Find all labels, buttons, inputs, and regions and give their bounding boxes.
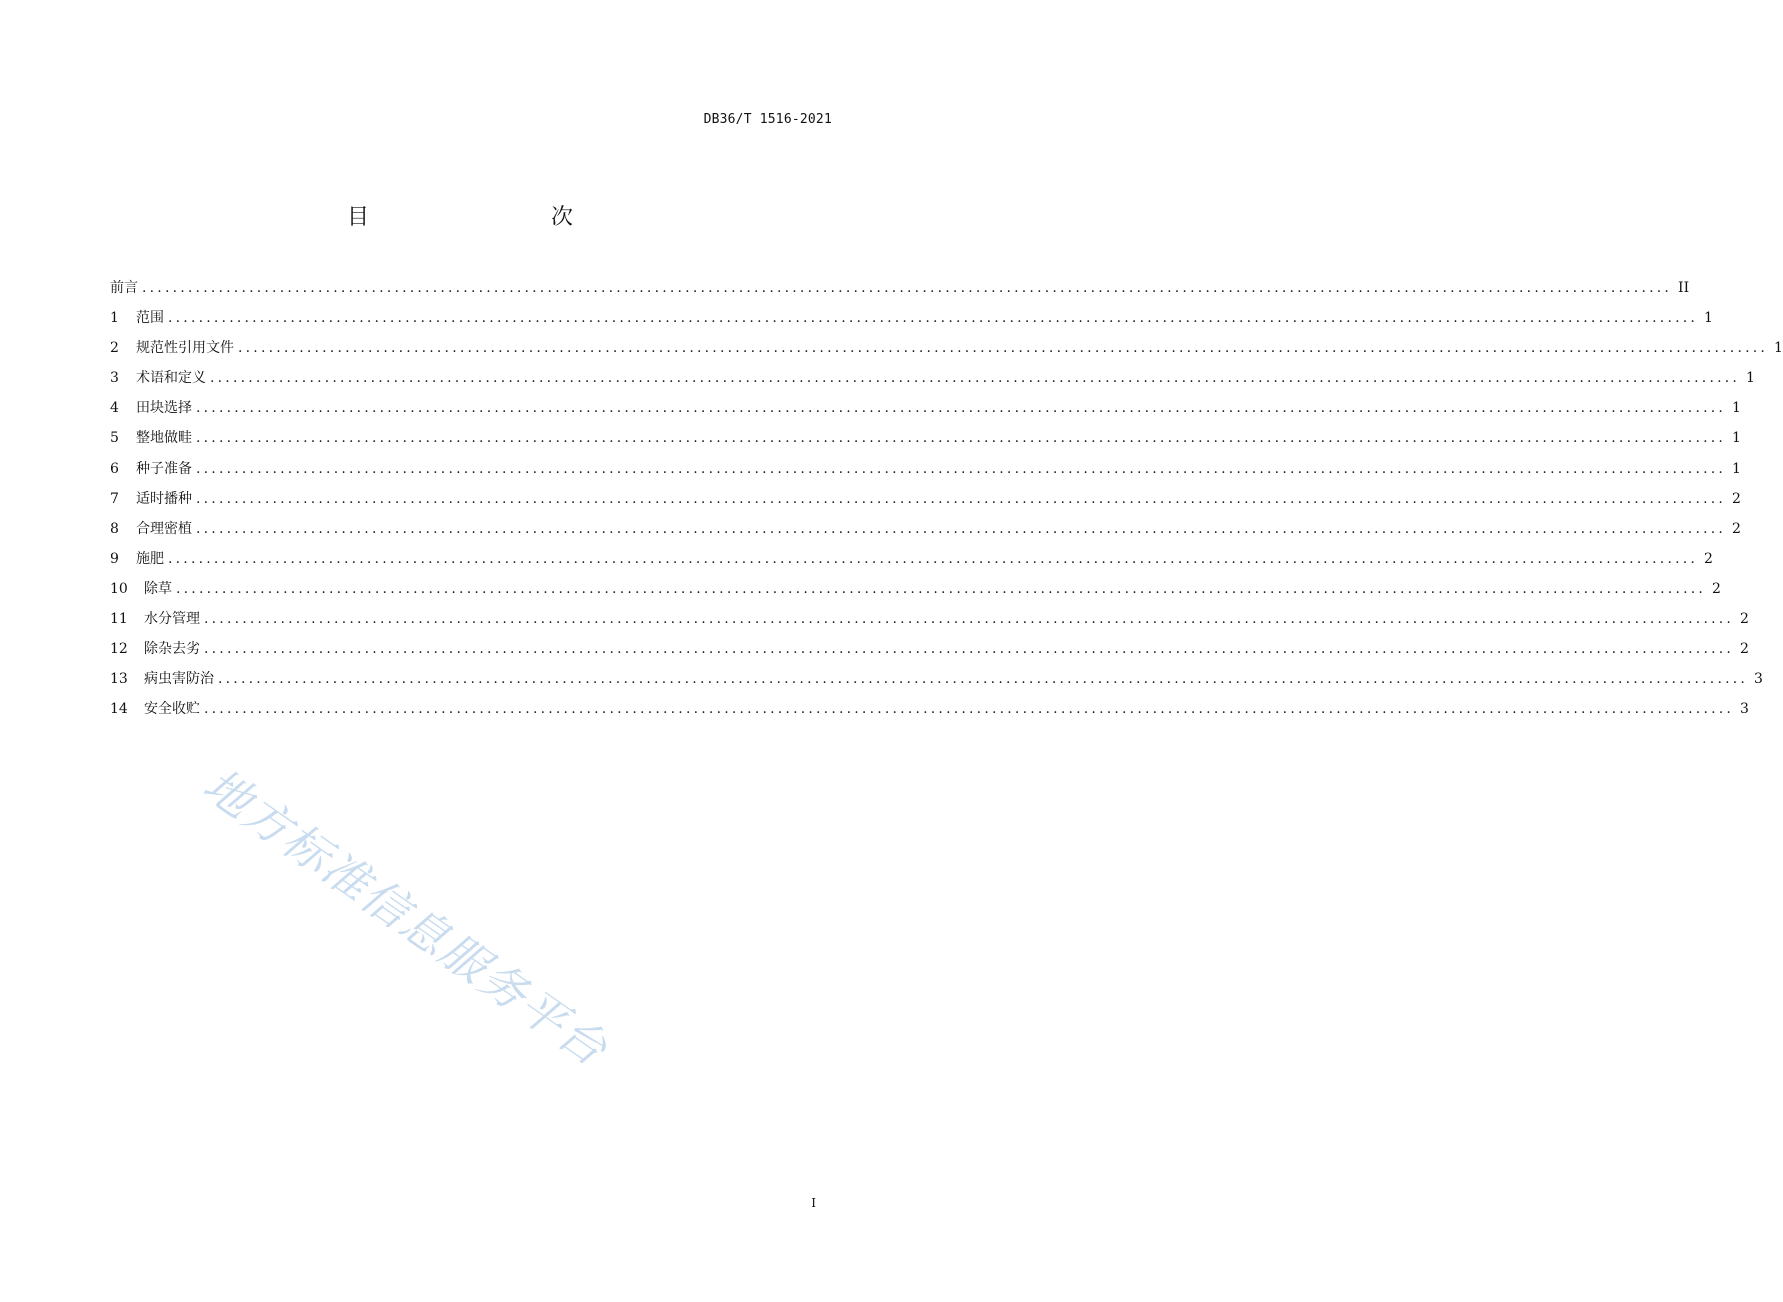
toc-entry-13[interactable] xyxy=(110,669,1763,699)
toc-label: 前言 xyxy=(110,280,138,296)
toc-label: 田块选择 xyxy=(136,400,192,417)
toc-page: 2 xyxy=(1704,550,1713,567)
toc-page: 3 xyxy=(1740,701,1749,718)
toc-entry-5[interactable] xyxy=(110,428,1741,458)
toc-label: 合理密植 xyxy=(136,520,192,537)
table-of-contents xyxy=(110,278,1783,729)
toc-number: 10 xyxy=(110,580,128,597)
toc-page: II xyxy=(1678,280,1690,296)
toc-label: 安全收贮 xyxy=(144,701,200,718)
toc-leader-dots: ........................................................................................................................................................................................................ xyxy=(168,310,1699,327)
toc-label: 水分管理 xyxy=(144,611,200,628)
toc-number: 1 xyxy=(110,310,119,327)
watermark: 地方标准信息服务平台 xyxy=(193,757,619,1077)
toc-leader-dots: ........................................................................................................................................................................................................ xyxy=(196,460,1727,477)
toc-label: 施肥 xyxy=(136,550,164,567)
toc-page: 1 xyxy=(1746,370,1755,387)
toc-label: 种子准备 xyxy=(136,460,192,477)
toc-number: 7 xyxy=(110,490,119,507)
toc-leader-dots: ........................................................................................................................................................................................................ xyxy=(196,520,1727,537)
toc-leader-dots: ........................................................................................................................................................................................................ xyxy=(196,430,1727,447)
toc-page: 2 xyxy=(1732,490,1741,507)
page-title: 目 次 xyxy=(346,205,619,230)
toc-number: 4 xyxy=(110,400,119,417)
toc-label: 规范性引用文件 xyxy=(136,340,234,357)
toc-leader-dots: ........................................................................................................................................................................................................ xyxy=(142,280,1673,296)
toc-entry-6[interactable] xyxy=(110,459,1741,489)
toc-label: 整地做畦 xyxy=(136,430,192,447)
toc-entry-10[interactable] xyxy=(110,579,1721,609)
standard-code: DB36/T 1516-2021 xyxy=(703,112,832,127)
toc-page: 2 xyxy=(1712,580,1721,597)
toc-leader-dots: ........................................................................................................................................................................................................ xyxy=(196,490,1727,507)
toc-label: 除杂去劣 xyxy=(144,641,200,658)
toc-entry-12[interactable] xyxy=(110,639,1749,669)
toc-number: 3 xyxy=(110,370,119,387)
toc-label: 适时播种 xyxy=(136,490,192,507)
toc-label: 病虫害防治 xyxy=(144,671,214,688)
toc-number: 11 xyxy=(110,611,128,628)
toc-page: 1 xyxy=(1732,400,1741,417)
toc-page: 3 xyxy=(1754,671,1763,688)
toc-leader-dots: ........................................................................................................................................................................................................ xyxy=(204,611,1735,628)
toc-page: 2 xyxy=(1740,611,1749,628)
toc-entry-1[interactable] xyxy=(110,308,1713,338)
toc-number: 2 xyxy=(110,340,119,357)
toc-number: 6 xyxy=(110,460,119,477)
toc-label: 范围 xyxy=(136,310,164,327)
toc-entry-3[interactable] xyxy=(110,368,1755,398)
toc-entry-4[interactable] xyxy=(110,398,1741,428)
toc-entry-14[interactable] xyxy=(110,699,1749,729)
toc-entry-11[interactable] xyxy=(110,609,1749,639)
toc-leader-dots: ........................................................................................................................................................................................................ xyxy=(196,400,1727,417)
toc-number: 13 xyxy=(110,671,128,688)
toc-entry-7[interactable] xyxy=(110,489,1741,519)
toc-leader-dots: ........................................................................................................................................................................................................ xyxy=(204,701,1735,718)
toc-page: 2 xyxy=(1732,520,1741,537)
toc-number: 8 xyxy=(110,520,119,537)
toc-page: 1 xyxy=(1774,340,1783,357)
toc-leader-dots: ........................................................................................................................................................................................................ xyxy=(218,671,1749,688)
toc-leader-dots: ........................................................................................................................................................................................................ xyxy=(210,370,1741,387)
toc-entry-9[interactable] xyxy=(110,549,1713,579)
toc-number: 12 xyxy=(110,641,128,658)
toc-number: 14 xyxy=(110,701,128,718)
toc-page: 1 xyxy=(1732,460,1741,477)
toc-number: 9 xyxy=(110,550,119,567)
toc-leader-dots: ........................................................................................................................................................................................................ xyxy=(176,580,1707,597)
toc-entry-8[interactable] xyxy=(110,519,1741,549)
toc-label: 除草 xyxy=(144,580,172,597)
toc-leader-dots: ........................................................................................................................................................................................................ xyxy=(168,550,1699,567)
toc-number: 5 xyxy=(110,430,119,447)
toc-page: 2 xyxy=(1740,641,1749,658)
toc-leader-dots: ........................................................................................................................................................................................................ xyxy=(238,340,1769,357)
toc-entry-2[interactable] xyxy=(110,338,1783,368)
page-number: I xyxy=(811,1196,816,1210)
toc-page: 1 xyxy=(1704,310,1713,327)
toc-entry-foreword[interactable] xyxy=(110,278,1690,308)
toc-leader-dots: ........................................................................................................................................................................................................ xyxy=(204,641,1735,658)
toc-label: 术语和定义 xyxy=(136,370,206,387)
toc-page: 1 xyxy=(1732,430,1741,447)
